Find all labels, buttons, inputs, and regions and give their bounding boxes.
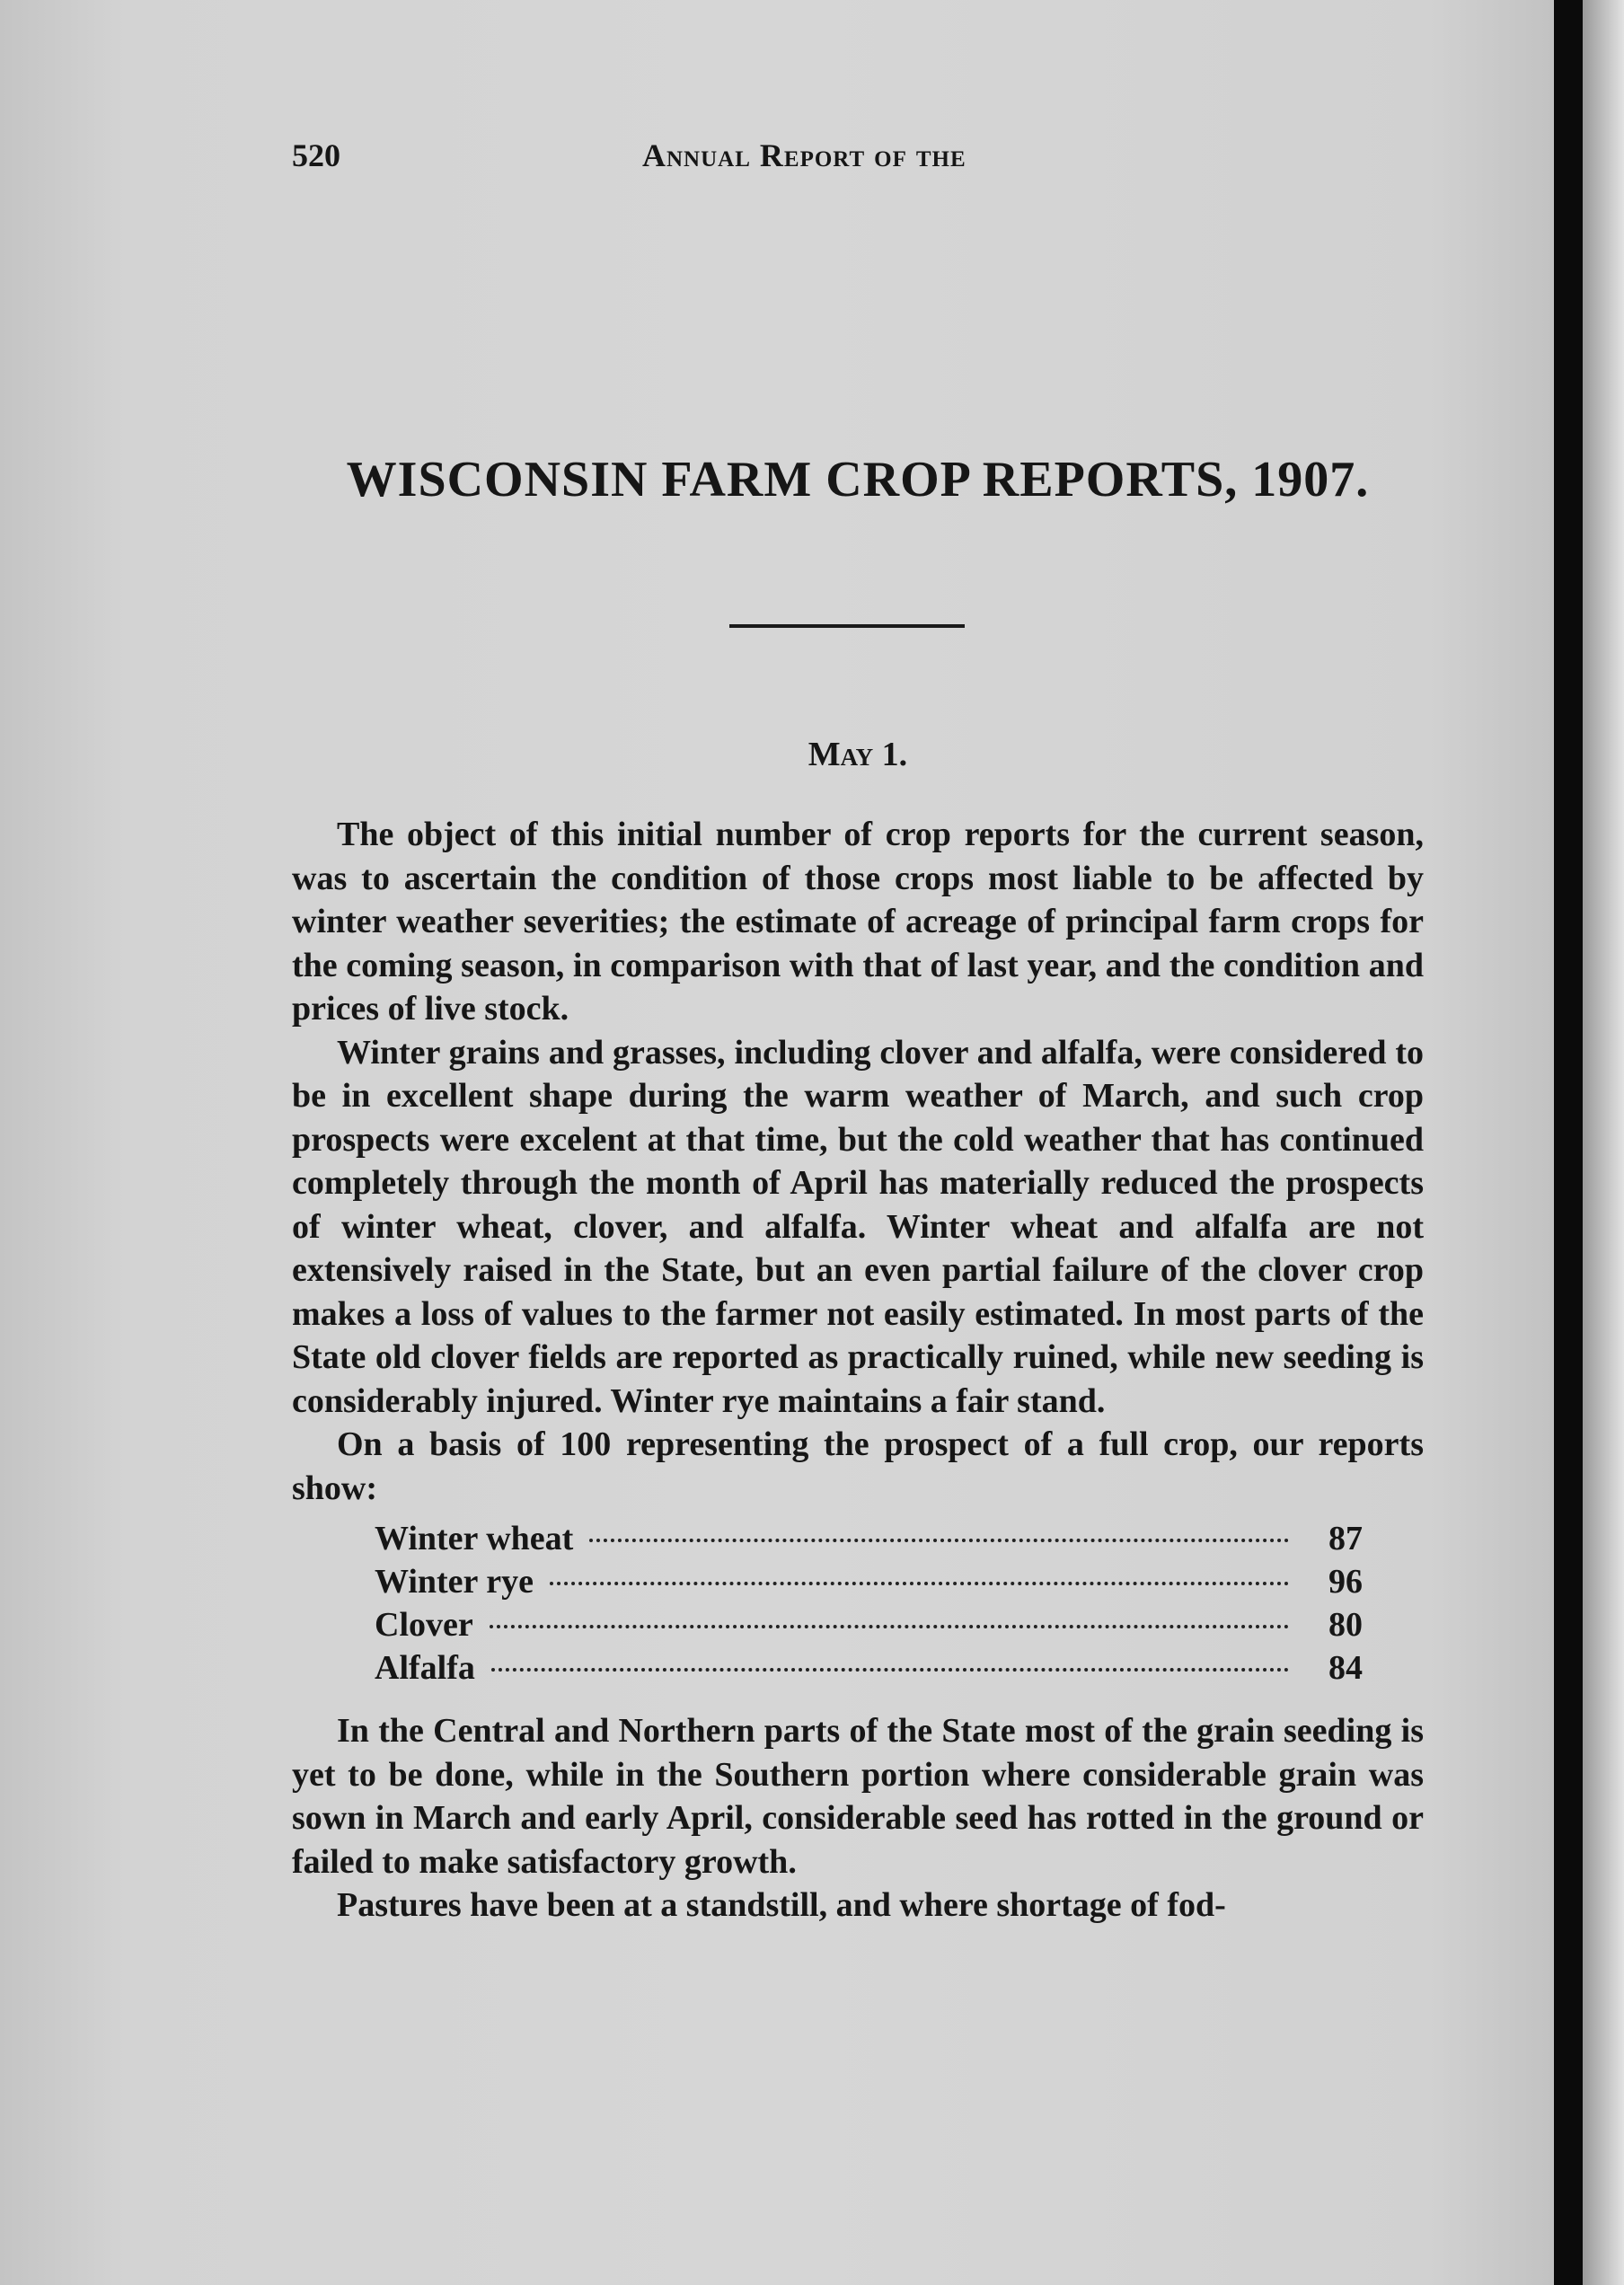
- crop-condition-table: [375, 1517, 1363, 1689]
- dot-leader: [491, 1668, 1289, 1672]
- crop-value: 96: [1328, 1563, 1363, 1601]
- page-gutter-shadow: [1554, 0, 1583, 2285]
- title-rule: [729, 624, 965, 628]
- paragraph-basis: On a basis of 100 representing the prospect of a full crop, our reports show:: [292, 1425, 1424, 1507]
- table-row: [375, 1517, 1363, 1560]
- paragraph-winter-grains: Winter grains and grasses, including clover and alfalfa, were considered to be in excellent shape during the warm weather of March, and such crop prospects were excelent at that time, but the cold weather that has continued completely through the month of April has materially reduced the prospects of winter wheat, clover, and alfalfa. Winter wheat and alfalfa are not extensively raised in the State, but an even partial failure of the clover crop makes a loss of values to the farmer not easily estimated. In most parts of the State old clover fields are reported as practically ruined, while new seeding is considerably injured. Winter rye maintains a fair stand.: [292, 1033, 1424, 1420]
- crop-name: Winter rye: [375, 1563, 534, 1601]
- paragraph-pastures: Pastures have been at a standstill, and where shortage of fod-: [337, 1886, 1226, 1924]
- crop-name: Alfalfa: [375, 1649, 475, 1687]
- report-body: [292, 813, 1424, 1928]
- paragraph-seeding: In the Central and Northern parts of the State most of the grain seeding is yet to be done, while in the Southern portion where considerable grain was sown in March and early April, considerable seed has rotted in the ground or failed to make satisfactory growth.: [292, 1712, 1424, 1881]
- dot-leader: [490, 1625, 1289, 1628]
- report-title: WISCONSIN FARM CROP REPORTS, 1907.: [346, 452, 1370, 507]
- dot-leader: [589, 1539, 1289, 1542]
- dot-leader: [550, 1582, 1289, 1585]
- crop-value: 84: [1328, 1649, 1363, 1687]
- crop-value: 87: [1328, 1520, 1363, 1557]
- table-row: [375, 1646, 1363, 1689]
- table-row: [375, 1560, 1363, 1603]
- date-heading: May 1.: [808, 736, 908, 773]
- table-row: [375, 1603, 1363, 1646]
- crop-name: Clover: [375, 1606, 473, 1644]
- running-title: Annual Report of the: [642, 137, 966, 173]
- running-head: [292, 137, 1424, 181]
- crop-name: Winter wheat: [375, 1520, 574, 1557]
- paragraph-object: The object of this initial number of crop reports for the current season, was to ascertain the condition of those crops most liable to be affected by winter weather severities; the estimate of acreage of principal farm crops for the coming season, in comparison with that of last year, and the condition and prices of live stock.: [292, 816, 1424, 1028]
- crop-value: 80: [1328, 1606, 1363, 1644]
- next-page-edge: [1583, 0, 1624, 2285]
- page-number: 520: [292, 137, 340, 173]
